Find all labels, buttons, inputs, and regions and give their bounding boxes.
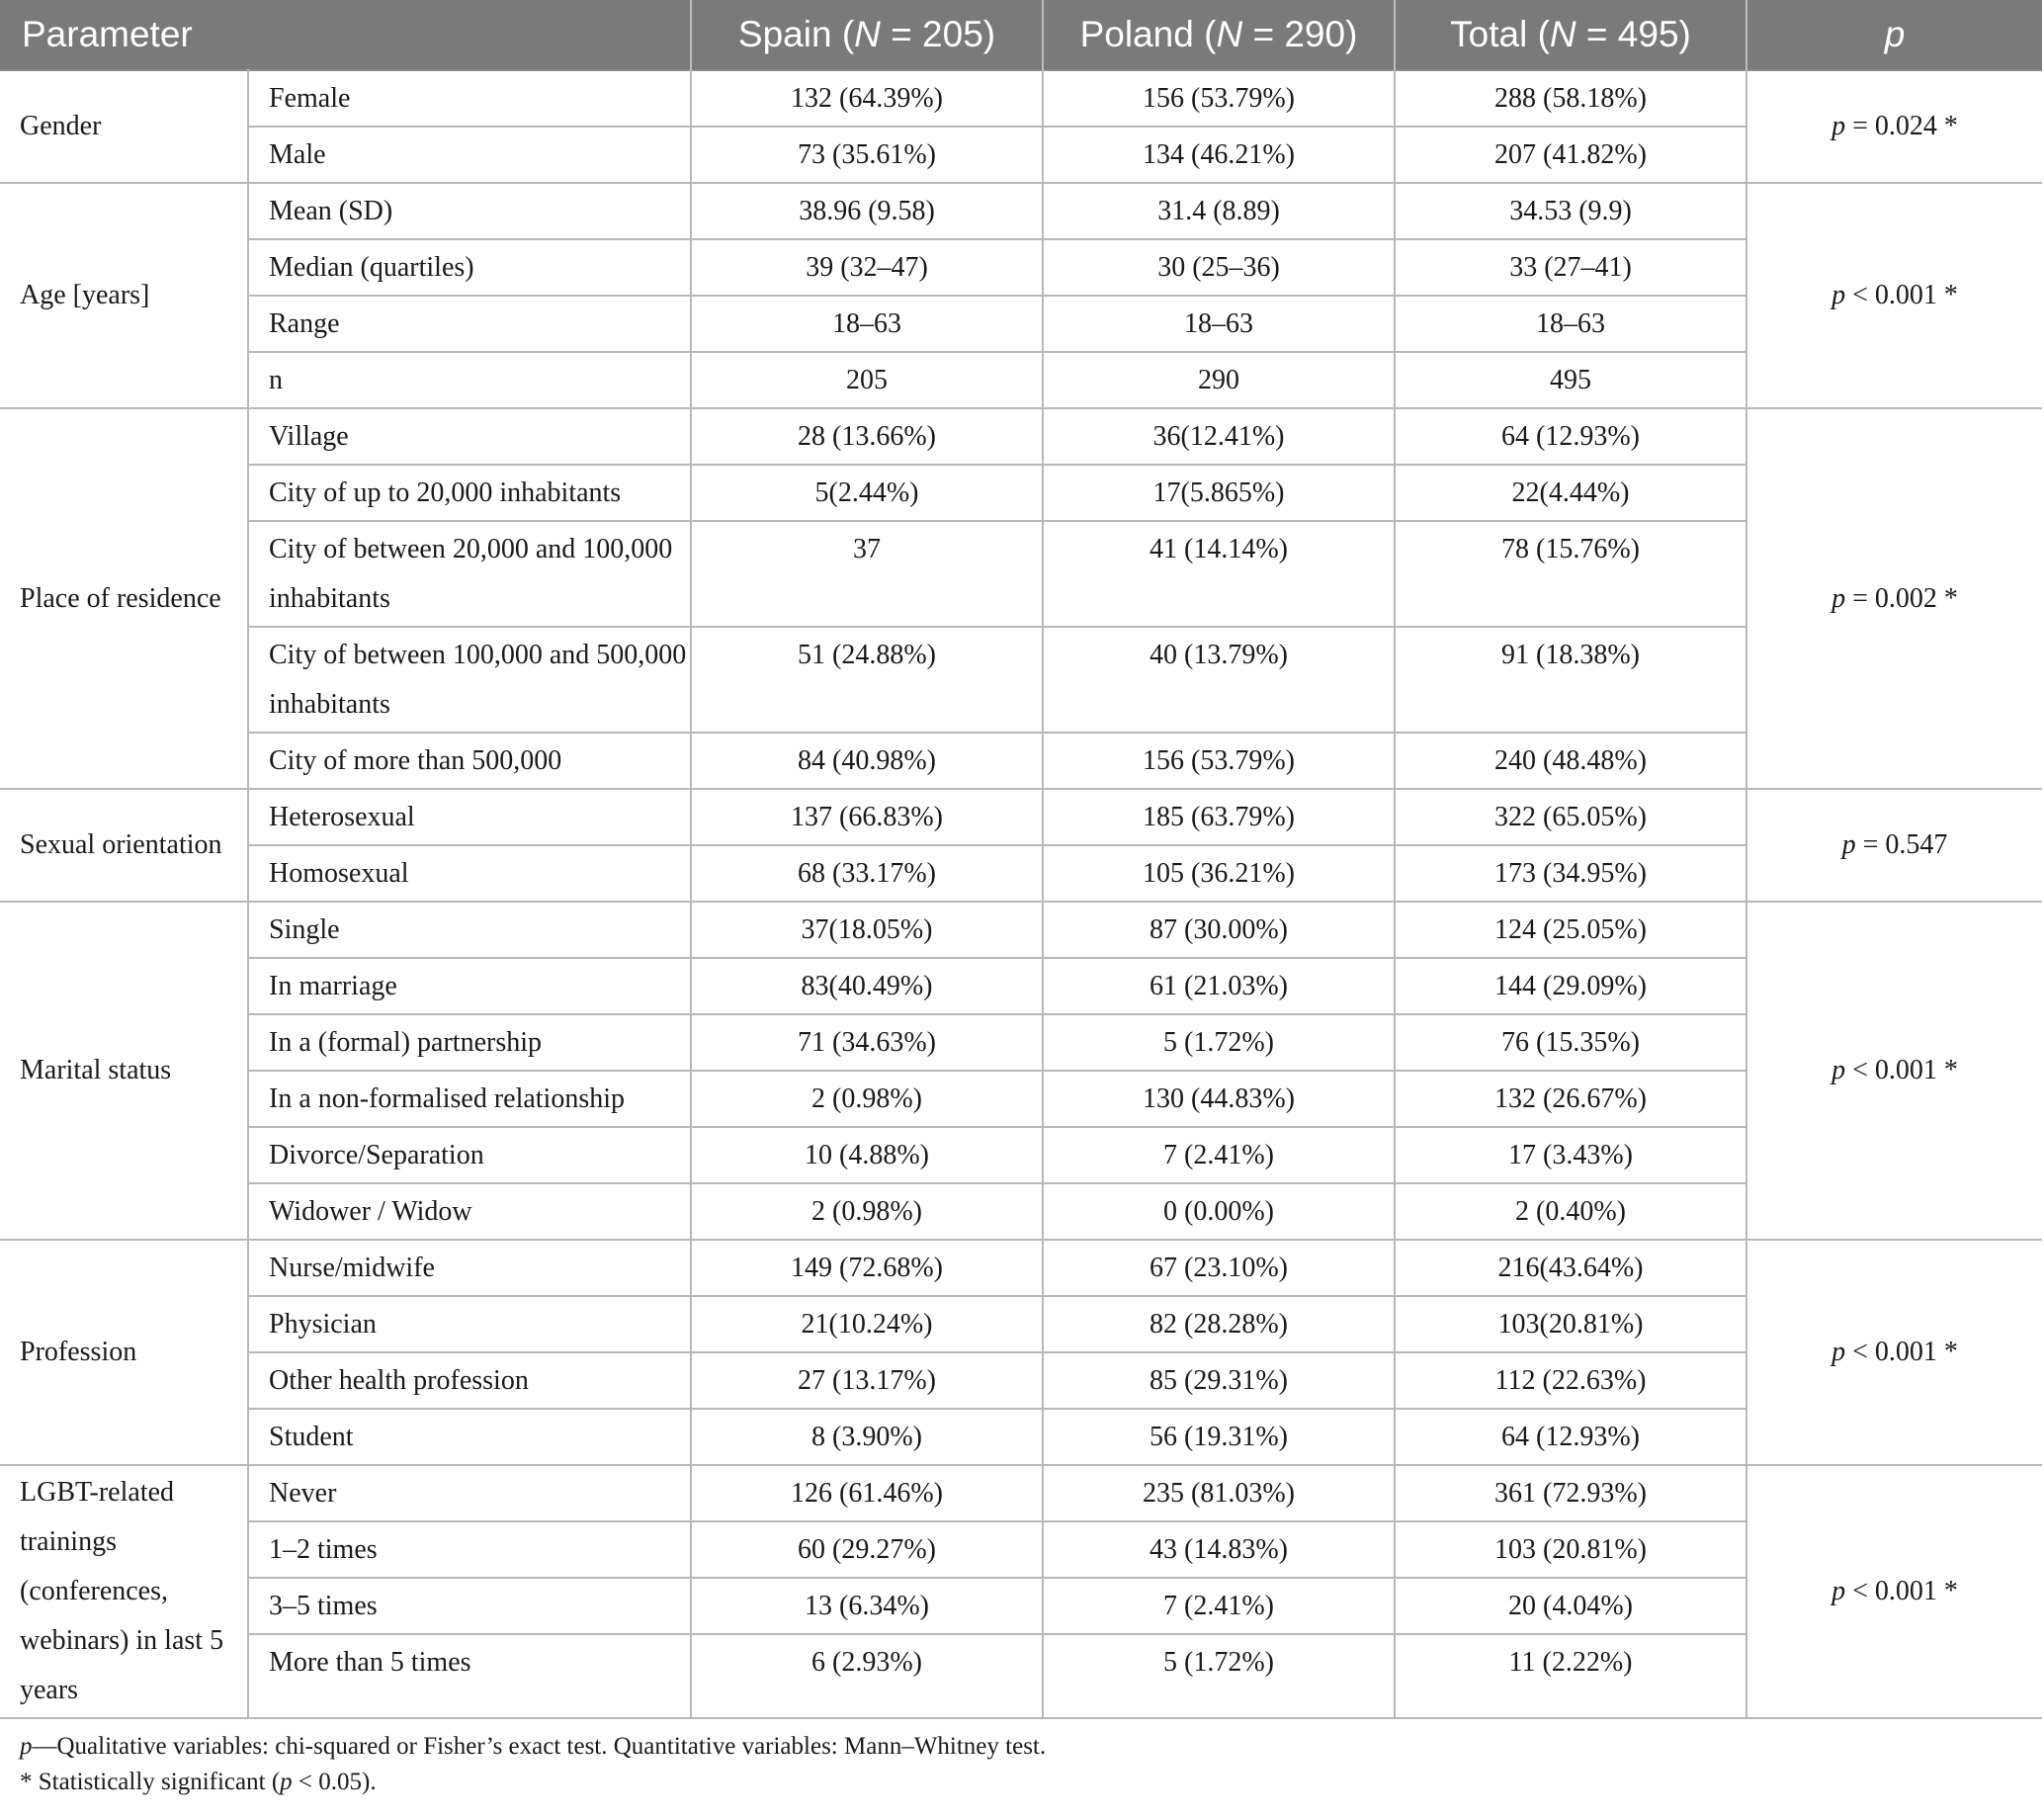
spain-cell: 132 (64.39%) xyxy=(691,70,1043,127)
spain-cell: 149 (72.68%) xyxy=(691,1240,1043,1296)
poland-cell: 5 (1.72%) xyxy=(1043,1634,1395,1718)
level-cell: Never xyxy=(248,1465,691,1521)
footnote-test: p—Qualitative variables: chi-squared or Fisher’s exact test. Quantitative variables: Mann–Whitney test. xyxy=(20,1733,1047,1760)
level-cell: 3–5 times xyxy=(248,1578,691,1634)
spain-cell: 37 xyxy=(691,521,1043,627)
p-value-cell: p < 0.001 * xyxy=(1746,1240,2042,1465)
spain-cell: 18–63 xyxy=(691,296,1043,352)
total-cell: 11 (2.22%) xyxy=(1395,1634,1746,1718)
header-spain: Spain (N = 205) xyxy=(691,0,1043,70)
total-cell: 144 (29.09%) xyxy=(1395,958,1746,1014)
table-row xyxy=(0,1071,2042,1127)
poland-cell: 130 (44.83%) xyxy=(1043,1071,1395,1127)
level-cell: Median (quartiles) xyxy=(248,239,691,296)
spain-cell: 137 (66.83%) xyxy=(691,789,1043,845)
table-row xyxy=(0,296,2042,352)
table-row xyxy=(0,789,2042,845)
header-poland: Poland (N = 290) xyxy=(1043,0,1395,70)
p-value-cell: p < 0.001 * xyxy=(1746,902,2042,1240)
level-cell: Range xyxy=(248,296,691,352)
total-cell: 322 (65.05%) xyxy=(1395,789,1746,845)
level-cell: In a non-formalised relationship xyxy=(248,1071,691,1127)
parameter-cell: Gender xyxy=(0,70,248,183)
poland-cell: 156 (53.79%) xyxy=(1043,733,1395,789)
poland-cell: 56 (19.31%) xyxy=(1043,1409,1395,1465)
poland-cell: 5 (1.72%) xyxy=(1043,1014,1395,1071)
poland-cell: 30 (25–36) xyxy=(1043,239,1395,296)
spain-cell: 2 (0.98%) xyxy=(691,1183,1043,1240)
table-row xyxy=(0,1127,2042,1183)
poland-cell: 36(12.41%) xyxy=(1043,408,1395,465)
spain-cell: 28 (13.66%) xyxy=(691,408,1043,465)
p-value-cell: p = 0.002 * xyxy=(1746,408,2042,789)
p-value-cell: p < 0.001 * xyxy=(1746,1465,2042,1718)
table-row xyxy=(0,958,2042,1014)
level-cell: Mean (SD) xyxy=(248,183,691,239)
spain-cell: 84 (40.98%) xyxy=(691,733,1043,789)
spain-cell: 10 (4.88%) xyxy=(691,1127,1043,1183)
table-row xyxy=(0,1578,2042,1634)
poland-cell: 0 (0.00%) xyxy=(1043,1183,1395,1240)
level-cell: In a (formal) partnership xyxy=(248,1014,691,1071)
table-row xyxy=(0,902,2042,958)
total-cell: 20 (4.04%) xyxy=(1395,1578,1746,1634)
parameter-cell: Marital status xyxy=(0,902,248,1240)
spain-cell: 8 (3.90%) xyxy=(691,1409,1043,1465)
p-value-cell: p = 0.547 xyxy=(1746,789,2042,902)
spain-cell: 13 (6.34%) xyxy=(691,1578,1043,1634)
total-cell: 361 (72.93%) xyxy=(1395,1465,1746,1521)
poland-cell: 82 (28.28%) xyxy=(1043,1296,1395,1352)
poland-cell: 290 xyxy=(1043,352,1395,408)
parameter-cell: Profession xyxy=(0,1240,248,1465)
poland-cell: 156 (53.79%) xyxy=(1043,70,1395,127)
table-row xyxy=(0,1183,2042,1240)
poland-cell: 87 (30.00%) xyxy=(1043,902,1395,958)
total-cell: 17 (3.43%) xyxy=(1395,1127,1746,1183)
level-cell: City of more than 500,000 xyxy=(248,733,691,789)
spain-cell: 126 (61.46%) xyxy=(691,1465,1043,1521)
poland-cell: 18–63 xyxy=(1043,296,1395,352)
spain-cell: 21(10.24%) xyxy=(691,1296,1043,1352)
table-row xyxy=(0,1409,2042,1465)
spain-cell: 71 (34.63%) xyxy=(691,1014,1043,1071)
level-cell: 1–2 times xyxy=(248,1521,691,1578)
poland-cell: 61 (21.03%) xyxy=(1043,958,1395,1014)
header-parameter: Parameter xyxy=(0,0,691,70)
footnote-significance: * Statistically significant (p < 0.05). xyxy=(20,1769,377,1795)
total-cell: 78 (15.76%) xyxy=(1395,521,1746,627)
level-cell: Female xyxy=(248,70,691,127)
level-cell: Student xyxy=(248,1409,691,1465)
poland-cell: 43 (14.83%) xyxy=(1043,1521,1395,1578)
table-row xyxy=(0,127,2042,183)
spain-cell: 68 (33.17%) xyxy=(691,845,1043,902)
level-cell: Village xyxy=(248,408,691,465)
table-row xyxy=(0,521,2042,627)
table-footnotes xyxy=(0,1729,2044,1800)
parameter-cell: Sexual orientation xyxy=(0,789,248,902)
total-cell: 495 xyxy=(1395,352,1746,408)
table-row xyxy=(0,1465,2042,1521)
parameter-cell: Age [years] xyxy=(0,183,248,408)
table-row xyxy=(0,408,2042,465)
total-cell: 103 (20.81%) xyxy=(1395,1521,1746,1578)
spain-cell: 38.96 (9.58) xyxy=(691,183,1043,239)
poland-cell: 185 (63.79%) xyxy=(1043,789,1395,845)
total-cell: 2 (0.40%) xyxy=(1395,1183,1746,1240)
poland-cell: 17(5.865%) xyxy=(1043,465,1395,521)
poland-cell: 67 (23.10%) xyxy=(1043,1240,1395,1296)
p-value-cell: p = 0.024 * xyxy=(1746,70,2042,183)
level-cell: Widower / Widow xyxy=(248,1183,691,1240)
table-row xyxy=(0,239,2042,296)
spain-cell: 83(40.49%) xyxy=(691,958,1043,1014)
poland-cell: 85 (29.31%) xyxy=(1043,1352,1395,1409)
table-row xyxy=(0,1296,2042,1352)
level-cell: n xyxy=(248,352,691,408)
total-cell: 33 (27–41) xyxy=(1395,239,1746,296)
spain-cell: 51 (24.88%) xyxy=(691,627,1043,733)
total-cell: 216(43.64%) xyxy=(1395,1240,1746,1296)
spain-cell: 6 (2.93%) xyxy=(691,1634,1043,1718)
total-cell: 112 (22.63%) xyxy=(1395,1352,1746,1409)
total-cell: 288 (58.18%) xyxy=(1395,70,1746,127)
level-cell: In marriage xyxy=(248,958,691,1014)
table-body xyxy=(0,70,2042,1718)
total-cell: 173 (34.95%) xyxy=(1395,845,1746,902)
table-row xyxy=(0,465,2042,521)
table-row xyxy=(0,627,2042,733)
spain-cell: 39 (32–47) xyxy=(691,239,1043,296)
header-p: p xyxy=(1746,0,2042,70)
poland-cell: 41 (14.14%) xyxy=(1043,521,1395,627)
table-row xyxy=(0,183,2042,239)
level-cell: City of between 20,000 and 100,000 inhabitants xyxy=(248,521,691,627)
spain-cell: 5(2.44%) xyxy=(691,465,1043,521)
level-cell: Divorce/Separation xyxy=(248,1127,691,1183)
level-cell: Heterosexual xyxy=(248,789,691,845)
poland-cell: 134 (46.21%) xyxy=(1043,127,1395,183)
table-row xyxy=(0,845,2042,902)
p-value-cell: p < 0.001 * xyxy=(1746,183,2042,408)
total-cell: 240 (48.48%) xyxy=(1395,733,1746,789)
total-cell: 91 (18.38%) xyxy=(1395,627,1746,733)
total-cell: 124 (25.05%) xyxy=(1395,902,1746,958)
total-cell: 64 (12.93%) xyxy=(1395,408,1746,465)
total-cell: 34.53 (9.9) xyxy=(1395,183,1746,239)
spain-cell: 27 (13.17%) xyxy=(691,1352,1043,1409)
level-cell: Male xyxy=(248,127,691,183)
parameter-cell: Place of residence xyxy=(0,408,248,789)
total-cell: 22(4.44%) xyxy=(1395,465,1746,521)
total-cell: 18–63 xyxy=(1395,296,1746,352)
poland-cell: 31.4 (8.89) xyxy=(1043,183,1395,239)
poland-cell: 105 (36.21%) xyxy=(1043,845,1395,902)
level-cell: Nurse/midwife xyxy=(248,1240,691,1296)
poland-cell: 235 (81.03%) xyxy=(1043,1465,1395,1521)
table-row xyxy=(0,1521,2042,1578)
level-cell: Other health profession xyxy=(248,1352,691,1409)
table-row xyxy=(0,1634,2042,1718)
poland-cell: 40 (13.79%) xyxy=(1043,627,1395,733)
total-cell: 64 (12.93%) xyxy=(1395,1409,1746,1465)
spain-cell: 205 xyxy=(691,352,1043,408)
level-cell: City of between 100,000 and 500,000 inhabitants xyxy=(248,627,691,733)
table-row xyxy=(0,1352,2042,1409)
level-cell: Homosexual xyxy=(248,845,691,902)
total-cell: 132 (26.67%) xyxy=(1395,1071,1746,1127)
poland-cell: 7 (2.41%) xyxy=(1043,1127,1395,1183)
table-row xyxy=(0,352,2042,408)
spain-cell: 60 (29.27%) xyxy=(691,1521,1043,1578)
spain-cell: 2 (0.98%) xyxy=(691,1071,1043,1127)
level-cell: More than 5 times xyxy=(248,1634,691,1718)
total-cell: 103(20.81%) xyxy=(1395,1296,1746,1352)
header-total: Total (N = 495) xyxy=(1395,0,1746,70)
table-row xyxy=(0,1014,2042,1071)
level-cell: Physician xyxy=(248,1296,691,1352)
spain-cell: 37(18.05%) xyxy=(691,902,1043,958)
table-row xyxy=(0,1240,2042,1296)
spain-cell: 73 (35.61%) xyxy=(691,127,1043,183)
level-cell: City of up to 20,000 inhabitants xyxy=(248,465,691,521)
level-cell: Single xyxy=(248,902,691,958)
header-row xyxy=(0,0,2042,70)
table-row xyxy=(0,733,2042,789)
parameter-cell: LGBT-related trainings (conferences, webinars) in last 5 years xyxy=(0,1465,248,1718)
total-cell: 76 (15.35%) xyxy=(1395,1014,1746,1071)
total-cell: 207 (41.82%) xyxy=(1395,127,1746,183)
poland-cell: 7 (2.41%) xyxy=(1043,1578,1395,1634)
table-row xyxy=(0,70,2042,127)
